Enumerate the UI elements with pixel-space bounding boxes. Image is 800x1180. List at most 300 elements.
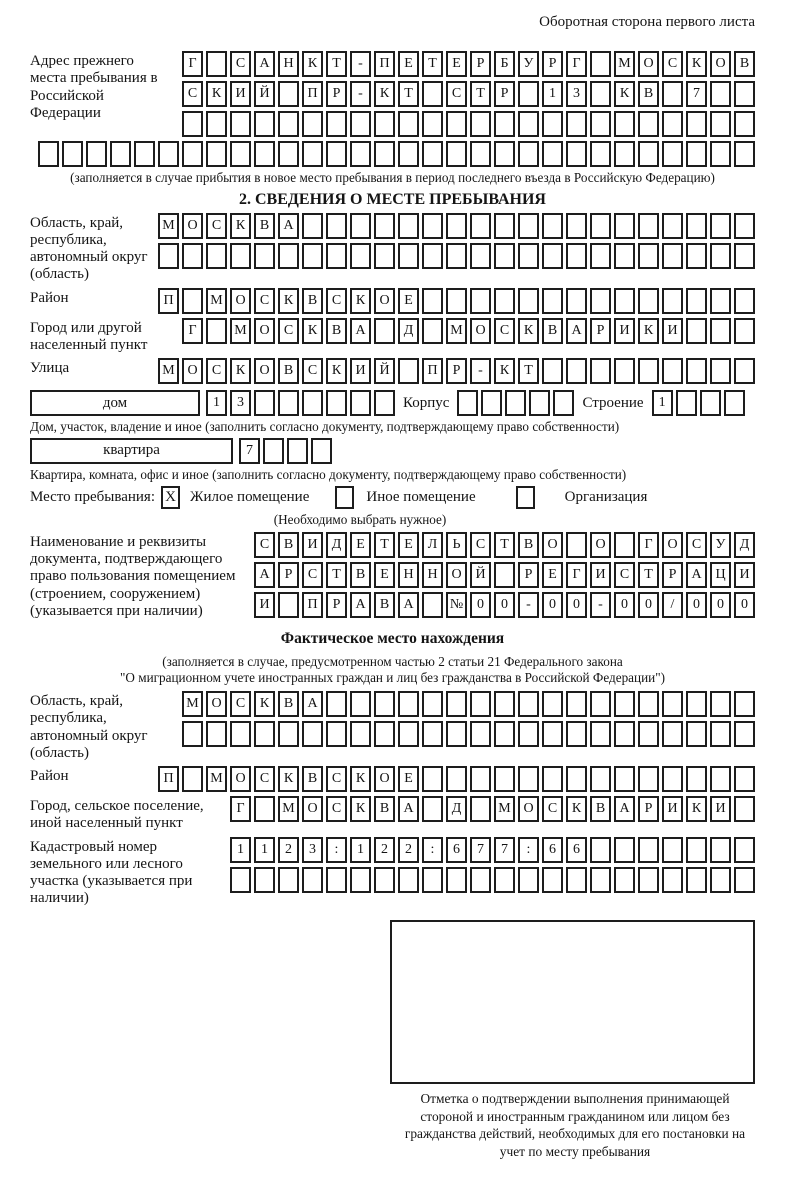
char-cell [662,111,683,137]
char-cell: 7 [470,837,491,863]
doc-row1 [254,532,755,558]
char-cell [374,213,395,239]
char-cell [710,766,731,792]
char-cell [254,111,275,137]
kvartira-note: Квартира, комната, офис и иное (заполнить согласно документу, подтверждающему право собственности) [30,466,627,482]
char-cell [302,141,323,167]
char-cell [614,141,635,167]
char-cell [182,111,203,137]
fact-rayon-row [158,766,755,792]
ulitsa-row [158,358,755,384]
char-cell: Т [326,51,347,77]
char-cell [422,721,443,747]
char-cell: 1 [652,390,673,416]
char-cell [422,81,443,107]
char-cell [590,867,611,893]
char-cell [206,51,227,77]
char-cell: Р [470,51,491,77]
char-cell: В [302,288,323,314]
char-cell: К [350,288,371,314]
char-cell: С [302,562,323,588]
kvartira-labelbox: квартира [30,438,233,464]
fact-title: Фактическое место нахождения [280,630,505,648]
char-cell [566,867,587,893]
char-cell: : [518,837,539,863]
dom-note: Дом, участок, владение и иное (заполнить согласно документу, подтверждающему право собственности) [30,419,620,435]
char-cell: О [182,213,203,239]
char-cell [710,721,731,747]
char-cell: С [686,532,707,558]
char-cell [446,721,467,747]
char-cell [724,390,745,416]
char-cell [710,318,731,344]
char-cell [638,691,659,717]
char-cell: О [206,691,227,717]
char-cell [686,318,707,344]
char-cell [470,766,491,792]
oblast-block [30,213,755,284]
char-cell [481,390,502,416]
checkbox-zhiloe: X [161,486,180,509]
char-cell [710,691,731,717]
char-cell: 1 [542,81,563,107]
char-cell: С [254,532,275,558]
char-cell: - [518,592,539,618]
char-cell [182,141,203,167]
section2-title: 2. СВЕДЕНИЯ О МЕСТЕ ПРЕБЫВАНИЯ [239,190,546,208]
char-cell [662,141,683,167]
char-cell [182,721,203,747]
char-cell [566,288,587,314]
char-cell [422,592,443,618]
char-cell [734,81,755,107]
oblast-rows [158,213,755,269]
char-cell [302,243,323,269]
char-cell [590,243,611,269]
char-cell [254,243,275,269]
char-cell [566,358,587,384]
char-cell [710,867,731,893]
char-cell: Й [470,562,491,588]
option-organizatsiya-label: Организация [564,489,648,506]
char-cell [446,111,467,137]
char-cell [422,318,443,344]
char-cell [422,288,443,314]
char-cell: К [230,358,251,384]
char-cell [734,721,755,747]
char-cell: К [350,796,371,822]
char-cell [374,318,395,344]
char-cell [278,867,299,893]
char-cell [350,243,371,269]
char-cell [614,867,635,893]
char-cell [566,111,587,137]
char-cell [566,213,587,239]
char-cell: 0 [638,592,659,618]
char-cell [182,766,203,792]
char-cell [494,766,515,792]
char-cell [590,691,611,717]
char-cell [206,721,227,747]
char-cell [278,111,299,137]
char-cell [398,213,419,239]
char-cell [206,111,227,137]
char-cell [374,721,395,747]
char-cell [350,390,371,416]
char-cell: Т [494,532,515,558]
char-cell [686,721,707,747]
char-cell: В [590,796,611,822]
char-cell: 3 [302,837,323,863]
char-cell: Е [350,532,371,558]
char-cell: О [518,796,539,822]
char-cell [230,721,251,747]
char-cell: К [302,318,323,344]
char-cell [542,691,563,717]
char-cell [614,243,635,269]
char-cell: А [350,592,371,618]
char-cell: О [470,318,491,344]
char-cell [263,438,284,464]
char-cell [374,691,395,717]
char-cell [734,796,755,822]
char-cell: К [638,318,659,344]
char-cell: М [278,796,299,822]
char-cell [638,867,659,893]
char-cell: М [206,766,227,792]
char-cell: О [590,532,611,558]
fact-oblast-row2 [182,721,755,747]
char-cell [446,213,467,239]
char-cell [542,766,563,792]
char-cell: У [518,51,539,77]
rayon-block [30,288,755,314]
char-cell [311,438,332,464]
char-cell: М [158,358,179,384]
char-cell: Й [374,358,395,384]
char-cell [494,141,515,167]
char-cell: К [686,796,707,822]
dom-labelbox: дом [30,390,200,416]
char-cell: М [446,318,467,344]
char-cell: И [590,562,611,588]
char-cell [470,111,491,137]
char-cell: С [326,766,347,792]
char-cell [734,358,755,384]
char-cell [494,111,515,137]
char-cell [470,243,491,269]
char-cell [614,721,635,747]
char-cell: А [302,691,323,717]
char-cell [470,288,491,314]
char-cell [374,867,395,893]
char-cell [590,358,611,384]
char-cell [254,796,275,822]
char-cell [734,243,755,269]
char-cell: / [662,592,683,618]
char-cell: С [278,318,299,344]
char-cell [590,766,611,792]
char-cell [518,867,539,893]
char-cell [542,721,563,747]
char-cell [686,691,707,717]
option-inoe-label: Иное помещение [366,489,476,506]
char-cell [182,288,203,314]
char-cell: С [230,691,251,717]
char-cell: Р [326,592,347,618]
char-cell: Е [374,562,395,588]
char-cell: П [302,592,323,618]
char-cell [505,390,526,416]
char-cell: 0 [542,592,563,618]
char-cell [422,766,443,792]
checkbox-organizatsiya [516,486,535,509]
char-cell [494,721,515,747]
char-cell [614,837,635,863]
char-cell [542,358,563,384]
char-cell [614,766,635,792]
char-cell [422,867,443,893]
stroenie-label: Строение [582,394,644,411]
char-cell [518,141,539,167]
char-cell: В [374,796,395,822]
fact-rayon-block [30,766,755,792]
char-cell [566,721,587,747]
char-cell: Р [278,562,299,588]
char-cell [254,721,275,747]
char-cell: Р [446,358,467,384]
char-cell [734,867,755,893]
char-cell: О [254,318,275,344]
char-cell [518,766,539,792]
char-cell [566,766,587,792]
char-cell [662,243,683,269]
kvartira-cells [239,438,332,464]
char-cell [374,141,395,167]
char-cell: Н [278,51,299,77]
prev-address-rows [182,51,755,137]
char-cell [494,562,515,588]
doc-row3 [254,592,755,618]
char-cell [542,243,563,269]
char-cell [638,111,659,137]
char-cell [422,243,443,269]
char-cell: И [230,81,251,107]
char-cell [638,358,659,384]
char-cell: К [374,81,395,107]
char-cell [686,288,707,314]
char-cell [278,592,299,618]
char-cell: Е [446,51,467,77]
char-cell: 2 [374,837,395,863]
char-cell [326,111,347,137]
char-cell [134,141,155,167]
char-cell [566,691,587,717]
fact-note-line2: "О миграционном учете иностранных граждан и лиц без гражданства в Российской Федерации") [120,669,665,685]
char-cell: Е [398,532,419,558]
prev-address-note: (заполняется в случае прибытия в новое место пребывания в период последнего въезда в Российскую Федерацию) [70,170,715,185]
prev-address-row3 [182,111,755,137]
char-cell [710,81,731,107]
char-cell: 6 [446,837,467,863]
char-cell: 1 [350,837,371,863]
char-cell: Г [566,51,587,77]
char-cell [662,288,683,314]
char-cell [446,691,467,717]
char-cell [254,867,275,893]
char-cell: С [230,51,251,77]
char-cell: 1 [254,837,275,863]
char-cell [734,288,755,314]
char-cell [710,141,731,167]
char-cell: В [542,318,563,344]
char-cell: Т [518,358,539,384]
char-cell: Е [398,288,419,314]
page-title: Оборотная сторона первого листа [539,14,755,30]
char-cell [734,318,755,344]
char-cell [710,243,731,269]
char-cell: Т [638,562,659,588]
char-cell: С [614,562,635,588]
char-cell: 0 [494,592,515,618]
char-cell: С [254,766,275,792]
char-cell: В [254,213,275,239]
char-cell: О [662,532,683,558]
char-cell [518,111,539,137]
char-cell: М [230,318,251,344]
char-cell: Т [326,562,347,588]
char-cell [542,213,563,239]
char-cell: С [446,81,467,107]
char-cell [710,213,731,239]
char-cell [638,213,659,239]
char-cell [686,358,707,384]
dom-row [30,390,755,416]
char-cell [398,111,419,137]
char-cell [230,243,251,269]
char-cell [302,390,323,416]
rayon-row [158,288,755,314]
char-cell [614,111,635,137]
char-cell [457,390,478,416]
char-cell: - [350,51,371,77]
char-cell [710,358,731,384]
korpus-label: Корпус [403,394,450,411]
char-cell [422,111,443,137]
char-cell: К [326,358,347,384]
char-cell: К [518,318,539,344]
char-cell [662,721,683,747]
char-cell [278,721,299,747]
checkbox-inoe [335,486,354,509]
char-cell: Т [374,532,395,558]
char-cell: Р [494,81,515,107]
char-cell [614,213,635,239]
char-cell: Е [398,766,419,792]
char-cell [590,837,611,863]
char-cell: А [686,562,707,588]
char-cell [686,766,707,792]
char-cell: К [206,81,227,107]
char-cell: В [638,81,659,107]
char-cell: М [614,51,635,77]
char-cell: 6 [566,837,587,863]
char-cell: Р [518,562,539,588]
char-cell [529,390,550,416]
char-cell: В [518,532,539,558]
char-cell [446,141,467,167]
char-cell: И [254,592,275,618]
char-cell [686,213,707,239]
char-cell: В [302,766,323,792]
char-cell: С [542,796,563,822]
char-cell: К [686,51,707,77]
char-cell: Г [638,532,659,558]
char-cell: К [350,766,371,792]
char-cell [590,51,611,77]
char-cell: С [662,51,683,77]
char-cell [326,213,347,239]
char-cell [254,390,275,416]
char-cell [302,111,323,137]
char-cell [676,390,697,416]
char-cell: 7 [239,438,260,464]
char-cell: К [278,766,299,792]
char-cell [614,288,635,314]
char-cell: Л [422,532,443,558]
fact-rayon-label: Район [30,768,69,785]
char-cell: И [662,796,683,822]
char-cell [638,721,659,747]
fact-oblast-block [30,691,755,762]
char-cell [686,141,707,167]
char-cell [518,721,539,747]
char-cell [518,81,539,107]
char-cell [350,867,371,893]
char-cell: О [542,532,563,558]
fact-gorod-row [230,796,755,822]
char-cell [542,288,563,314]
char-cell [278,390,299,416]
char-cell [302,867,323,893]
char-cell [470,691,491,717]
char-cell [686,867,707,893]
fact-gorod-block [30,796,755,833]
char-cell: В [374,592,395,618]
kvartira-row [30,438,755,464]
korpus-cells [457,390,574,416]
char-cell [614,532,635,558]
char-cell [590,81,611,107]
char-cell [287,438,308,464]
char-cell [734,766,755,792]
char-cell [470,141,491,167]
char-cell: Д [326,532,347,558]
char-cell [614,358,635,384]
oblast-row2 [158,243,755,269]
char-cell [206,243,227,269]
char-cell: А [254,51,275,77]
char-cell [662,213,683,239]
char-cell [278,243,299,269]
char-cell [158,141,179,167]
char-cell [158,243,179,269]
gorod-block [30,318,755,355]
prev-address-label: Адрес прежнего места пребывания в Российской Федерации [30,53,158,121]
char-cell [494,243,515,269]
char-cell [686,837,707,863]
char-cell: - [590,592,611,618]
